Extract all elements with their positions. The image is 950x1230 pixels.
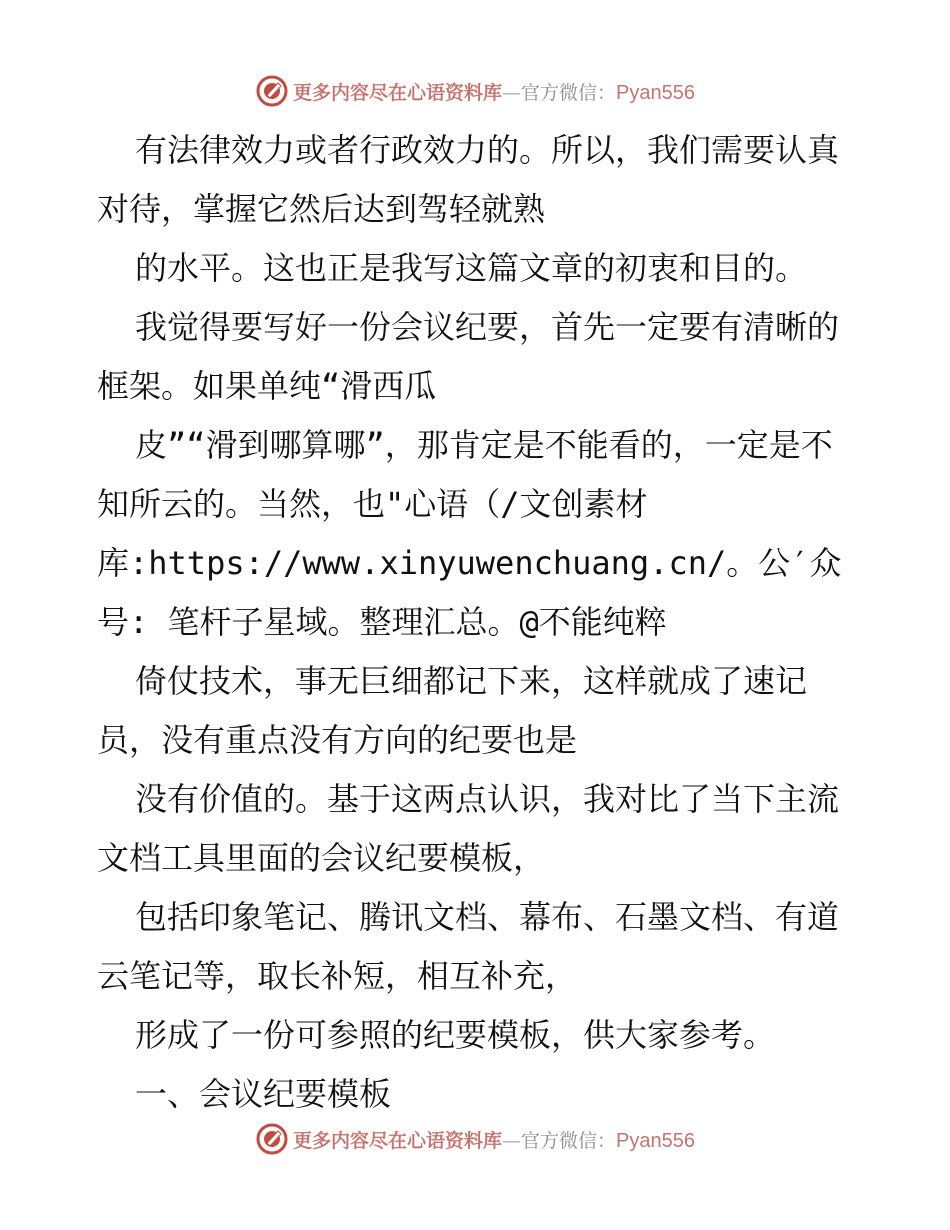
banner-separator: —: [502, 1129, 522, 1152]
header-banner: [0, 71, 950, 111]
banner-separator: —: [502, 81, 522, 104]
paragraph: 形成了一份可参照的纪要模板，供大家参考。: [135, 1016, 776, 1054]
paragraph: 我觉得要写好一份会议纪要，首先一定要有清晰的框架。如果单纯“滑西瓜: [97, 308, 840, 405]
paragraph: 皮”“滑到哪算哪”，那肯定是不能看的，一定是不知所云的。当然，也"心语（/文创素材库:https://www.xinyuwenchuang.cn/。公′众号: 笔杆子星域。整理汇总。@不能纯粹: [97, 426, 842, 641]
banner-site-name: 更多内容尽在心语资料库: [293, 1129, 503, 1152]
paragraph: 倚仗技术，事无巨细都记下来，这样就成了速记员，没有重点没有方向的纪要也是: [97, 662, 808, 759]
paragraph: 没有价值的。基于这两点认识，我对比了当下主流文档工具里面的会议纪要模板，: [97, 780, 840, 877]
banner-wechat-label: 官方微信：: [521, 81, 617, 104]
paragraph: 的水平。这也正是我写这篇文章的初衷和目的。: [135, 249, 808, 287]
paragraph: 有法律效力或者行政效力的。所以，我们需要认真对待，掌握它然后达到驾轻就熟: [97, 131, 840, 228]
section-heading: 一、会议纪要模板: [135, 1075, 392, 1113]
banner-wechat-label: 官方微信：: [521, 1129, 617, 1152]
banner-text: [293, 1126, 695, 1153]
banner-site-name: 更多内容尽在心语资料库: [293, 81, 503, 104]
banner-text: [293, 78, 695, 105]
footer-banner: [0, 1119, 950, 1159]
banner-wechat-handle: Pyan556: [616, 1129, 695, 1152]
document-body: [97, 121, 857, 1124]
paragraph: 包括印象笔记、腾讯文档、幕布、石墨文档、有道云笔记等，取长补短，相互补充，: [97, 898, 840, 995]
banner-wechat-handle: Pyan556: [616, 81, 695, 104]
brand-logo-icon: [255, 1122, 289, 1156]
brand-logo-icon: [255, 74, 289, 108]
